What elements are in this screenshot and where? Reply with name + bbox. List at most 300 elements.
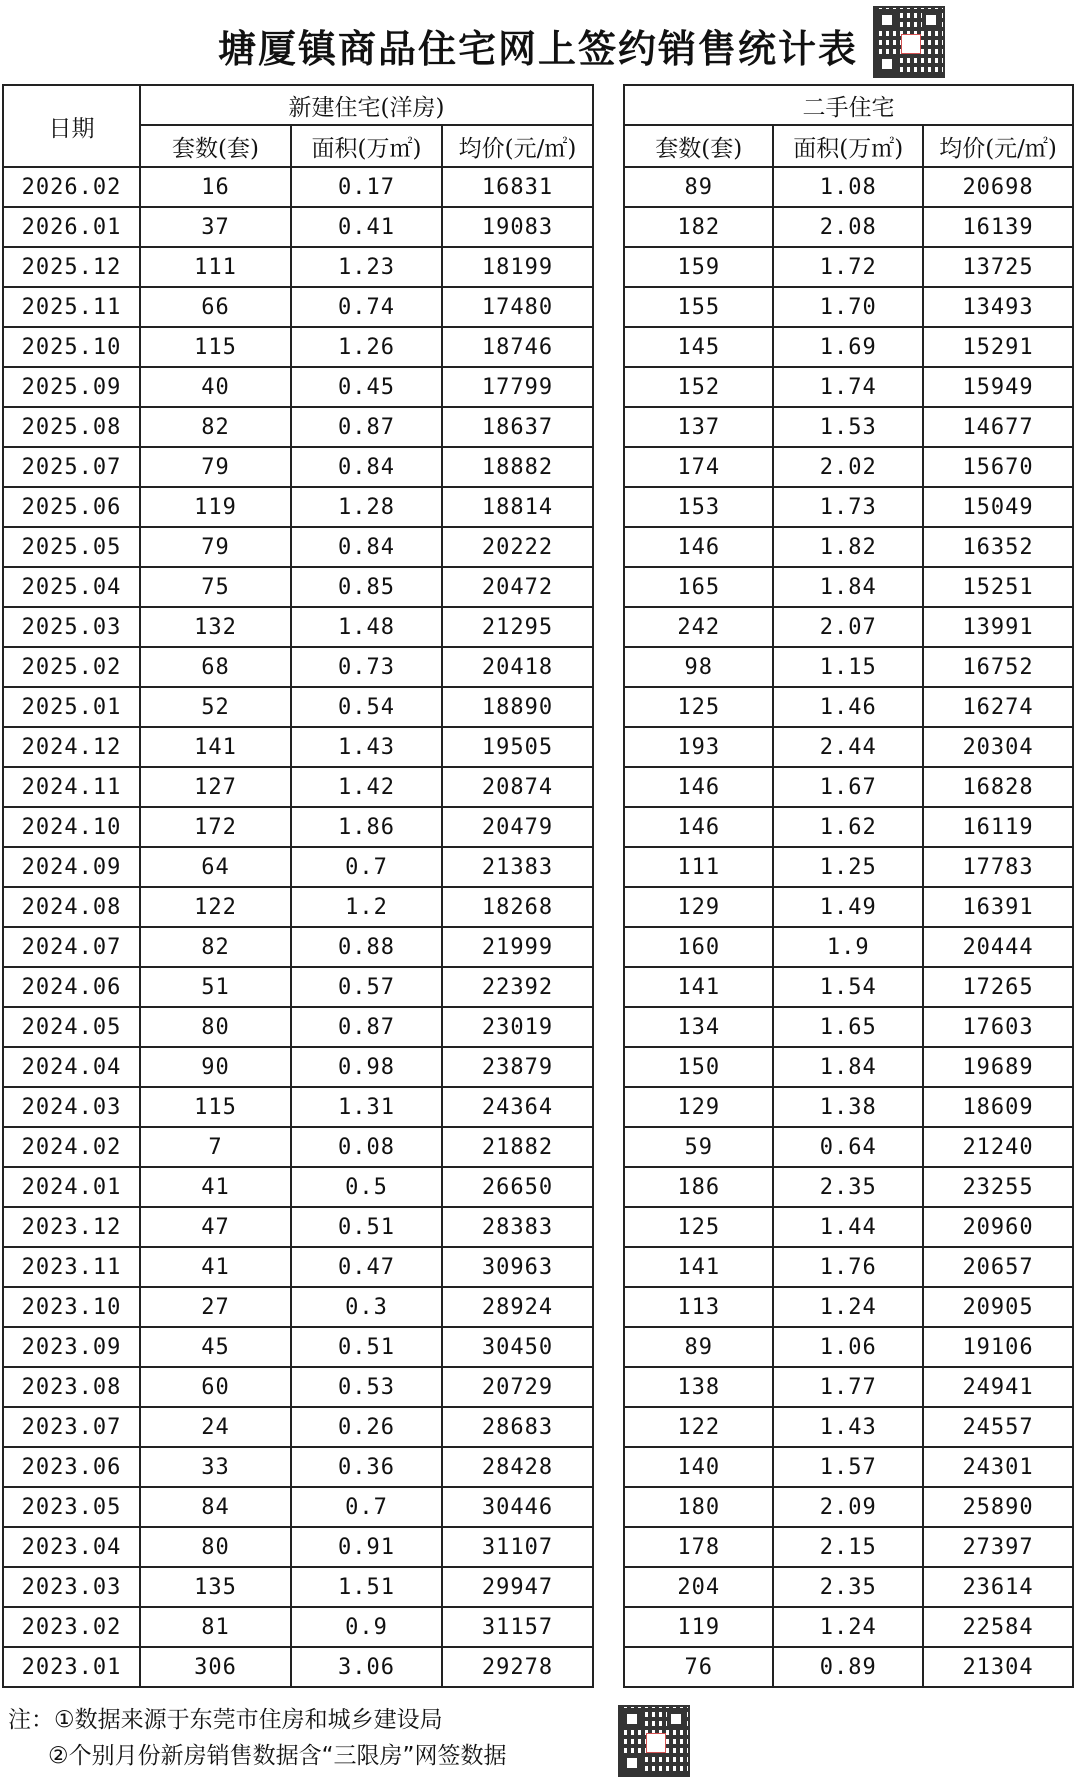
table-row (3, 1367, 593, 1407)
second-area-cell: 2.02 (773, 447, 923, 487)
second-price-cell: 20657 (923, 1247, 1073, 1287)
second-price-cell: 17603 (923, 1007, 1073, 1047)
second-price-cell: 21304 (923, 1647, 1073, 1687)
second-units-cell: 125 (624, 1207, 773, 1247)
new-units-cell: 27 (140, 1287, 291, 1327)
new-price-cell: 29278 (442, 1647, 593, 1687)
second-area-cell: 0.64 (773, 1127, 923, 1167)
second-area-cell: 1.62 (773, 807, 923, 847)
table-row (3, 487, 593, 527)
table-row (3, 407, 593, 447)
new-units-cell: 66 (140, 287, 291, 327)
table-row (3, 1527, 593, 1567)
second-price-cell: 15291 (923, 327, 1073, 367)
second-price-cell: 22584 (923, 1607, 1073, 1647)
second-units-cell: 165 (624, 567, 773, 607)
second-price-cell: 20304 (923, 727, 1073, 767)
new-area-cell: 1.26 (291, 327, 442, 367)
second-units-cell: 150 (624, 1047, 773, 1087)
second-area-cell: 1.43 (773, 1407, 923, 1447)
table-row (3, 287, 593, 327)
date-cell: 2024.08 (3, 887, 140, 927)
new-units-cell: 111 (140, 247, 291, 287)
second-units-cell: 59 (624, 1127, 773, 1167)
table-row (624, 1327, 1073, 1367)
new-price-header: 均价(元/㎡) (442, 125, 593, 167)
table-row (624, 447, 1073, 487)
date-cell: 2023.04 (3, 1527, 140, 1567)
new-price-cell: 28383 (442, 1207, 593, 1247)
second-area-cell: 1.24 (773, 1287, 923, 1327)
new-area-cell: 0.47 (291, 1247, 442, 1287)
date-cell: 2023.01 (3, 1647, 140, 1687)
new-units-cell: 41 (140, 1247, 291, 1287)
second-units-cell: 180 (624, 1487, 773, 1527)
second-units-cell: 89 (624, 167, 773, 207)
new-area-cell: 0.87 (291, 1007, 442, 1047)
table-row (624, 167, 1073, 207)
new-area-cell: 0.7 (291, 1487, 442, 1527)
second-units-cell: 159 (624, 247, 773, 287)
new-units-cell: 7 (140, 1127, 291, 1167)
new-area-cell: 0.36 (291, 1447, 442, 1487)
date-cell: 2023.02 (3, 1607, 140, 1647)
second-units-cell: 111 (624, 847, 773, 887)
second-area-cell: 1.49 (773, 887, 923, 927)
second-area-cell: 1.76 (773, 1247, 923, 1287)
second-area-cell: 2.15 (773, 1527, 923, 1567)
date-cell: 2023.12 (3, 1207, 140, 1247)
second-units-cell: 141 (624, 967, 773, 1007)
new-area-cell: 0.3 (291, 1287, 442, 1327)
second-price-cell: 18609 (923, 1087, 1073, 1127)
second-area-cell: 1.06 (773, 1327, 923, 1367)
table-row (624, 807, 1073, 847)
second-price-cell: 15049 (923, 487, 1073, 527)
date-cell: 2023.08 (3, 1367, 140, 1407)
second-area-cell: 1.24 (773, 1607, 923, 1647)
new-price-cell: 18746 (442, 327, 593, 367)
new-units-cell: 16 (140, 167, 291, 207)
new-price-cell: 23019 (442, 1007, 593, 1047)
table-row (624, 327, 1073, 367)
table-row (3, 1127, 593, 1167)
table-row (624, 1567, 1073, 1607)
second-units-cell: 155 (624, 287, 773, 327)
table-row (3, 367, 593, 407)
new-area-cell: 3.06 (291, 1647, 442, 1687)
date-cell: 2026.01 (3, 207, 140, 247)
date-cell: 2024.02 (3, 1127, 140, 1167)
new-area-cell: 0.53 (291, 1367, 442, 1407)
date-cell: 2025.05 (3, 527, 140, 567)
second-area-cell: 2.09 (773, 1487, 923, 1527)
table-row (3, 527, 593, 567)
date-cell: 2024.12 (3, 727, 140, 767)
date-cell: 2025.11 (3, 287, 140, 327)
second-units-header: 套数(套) (624, 125, 773, 167)
date-cell: 2025.09 (3, 367, 140, 407)
second-units-cell: 178 (624, 1527, 773, 1567)
second-units-cell: 141 (624, 1247, 773, 1287)
second-units-cell: 242 (624, 607, 773, 647)
new-units-header: 套数(套) (140, 125, 291, 167)
new-area-cell: 0.73 (291, 647, 442, 687)
date-cell: 2025.10 (3, 327, 140, 367)
new-units-cell: 127 (140, 767, 291, 807)
table-row (624, 1647, 1073, 1687)
second-area-cell: 1.82 (773, 527, 923, 567)
table-row (624, 207, 1073, 247)
table-row (3, 1047, 593, 1087)
date-cell: 2025.01 (3, 687, 140, 727)
new-area-cell: 0.08 (291, 1127, 442, 1167)
table-row (3, 327, 593, 367)
new-price-cell: 21999 (442, 927, 593, 967)
date-cell: 2024.05 (3, 1007, 140, 1047)
table-row (3, 447, 593, 487)
second-price-cell: 19106 (923, 1327, 1073, 1367)
table-row (624, 687, 1073, 727)
date-header: 日期 (3, 85, 140, 167)
qr-code-icon (618, 1705, 690, 1777)
new-area-cell: 0.87 (291, 407, 442, 447)
second-area-cell: 2.08 (773, 207, 923, 247)
new-price-cell: 17480 (442, 287, 593, 327)
table-row (624, 1607, 1073, 1647)
new-price-cell: 28924 (442, 1287, 593, 1327)
second-price-cell: 24301 (923, 1447, 1073, 1487)
second-area-cell: 2.35 (773, 1167, 923, 1207)
new-units-cell: 41 (140, 1167, 291, 1207)
second-area-cell: 2.07 (773, 607, 923, 647)
new-price-cell: 30446 (442, 1487, 593, 1527)
date-cell: 2023.10 (3, 1287, 140, 1327)
new-price-cell: 20222 (442, 527, 593, 567)
new-area-cell: 0.9 (291, 1607, 442, 1647)
new-area-cell: 0.91 (291, 1527, 442, 1567)
header (0, 0, 1076, 84)
second-area-cell: 1.67 (773, 767, 923, 807)
second-units-cell: 193 (624, 727, 773, 767)
table-row (3, 1607, 593, 1647)
new-price-cell: 18882 (442, 447, 593, 487)
new-area-cell: 0.51 (291, 1327, 442, 1367)
second-price-cell: 16391 (923, 887, 1073, 927)
new-units-cell: 90 (140, 1047, 291, 1087)
date-cell: 2025.03 (3, 607, 140, 647)
date-cell: 2024.03 (3, 1087, 140, 1127)
new-area-cell: 0.26 (291, 1407, 442, 1447)
second-hand-group-header: 二手住宅 (624, 85, 1073, 125)
new-units-cell: 64 (140, 847, 291, 887)
new-units-cell: 84 (140, 1487, 291, 1527)
table-row (624, 1447, 1073, 1487)
new-units-cell: 79 (140, 447, 291, 487)
second-units-cell: 98 (624, 647, 773, 687)
new-price-cell: 18890 (442, 687, 593, 727)
second-price-cell: 15670 (923, 447, 1073, 487)
date-cell: 2025.08 (3, 407, 140, 447)
second-units-cell: 113 (624, 1287, 773, 1327)
table-row (624, 887, 1073, 927)
second-area-cell: 1.53 (773, 407, 923, 447)
table-row (3, 1207, 593, 1247)
second-price-header: 均价(元/㎡) (923, 125, 1073, 167)
new-price-cell: 21383 (442, 847, 593, 887)
second-price-cell: 16828 (923, 767, 1073, 807)
new-area-cell: 0.5 (291, 1167, 442, 1207)
second-area-cell: 1.38 (773, 1087, 923, 1127)
new-area-cell: 1.86 (291, 807, 442, 847)
table-row (624, 1527, 1073, 1567)
table-row (624, 1007, 1073, 1047)
new-area-cell: 0.84 (291, 447, 442, 487)
new-area-cell: 1.31 (291, 1087, 442, 1127)
second-price-cell: 17265 (923, 967, 1073, 1007)
table-row (3, 1087, 593, 1127)
new-housing-group-header: 新建住宅(洋房) (140, 85, 593, 125)
new-price-cell: 31107 (442, 1527, 593, 1567)
new-housing-table (2, 84, 594, 1688)
second-area-header: 面积(万㎡) (773, 125, 923, 167)
second-area-cell: 1.69 (773, 327, 923, 367)
new-units-cell: 75 (140, 567, 291, 607)
new-price-cell: 21295 (442, 607, 593, 647)
new-price-cell: 30963 (442, 1247, 593, 1287)
new-area-cell: 0.85 (291, 567, 442, 607)
date-cell: 2024.09 (3, 847, 140, 887)
table-row (3, 1247, 593, 1287)
date-cell: 2025.07 (3, 447, 140, 487)
table-row (3, 887, 593, 927)
table-row (3, 727, 593, 767)
table-row (624, 1247, 1073, 1287)
second-area-cell: 1.57 (773, 1447, 923, 1487)
second-area-cell: 1.72 (773, 247, 923, 287)
date-cell: 2023.05 (3, 1487, 140, 1527)
qr-code-icon (873, 6, 945, 78)
second-area-cell: 1.77 (773, 1367, 923, 1407)
table-row (3, 1167, 593, 1207)
second-price-cell: 20444 (923, 927, 1073, 967)
date-cell: 2025.06 (3, 487, 140, 527)
new-price-cell: 23879 (442, 1047, 593, 1087)
new-price-cell: 18199 (442, 247, 593, 287)
new-units-cell: 80 (140, 1527, 291, 1567)
new-units-cell: 52 (140, 687, 291, 727)
new-units-cell: 51 (140, 967, 291, 1007)
second-price-cell: 17783 (923, 847, 1073, 887)
new-area-cell: 1.48 (291, 607, 442, 647)
second-price-cell: 23255 (923, 1167, 1073, 1207)
table-row (3, 247, 593, 287)
table-row (624, 287, 1073, 327)
date-cell: 2024.11 (3, 767, 140, 807)
new-area-cell: 0.45 (291, 367, 442, 407)
second-area-cell: 1.9 (773, 927, 923, 967)
footnote-1: 注：①数据来源于东莞市住房和城乡建设局 (8, 1707, 443, 1733)
date-cell: 2024.06 (3, 967, 140, 1007)
new-units-cell: 115 (140, 327, 291, 367)
new-units-cell: 47 (140, 1207, 291, 1247)
table-row (3, 847, 593, 887)
table-row (624, 367, 1073, 407)
new-area-cell: 0.41 (291, 207, 442, 247)
second-units-cell: 122 (624, 1407, 773, 1447)
new-price-cell: 18814 (442, 487, 593, 527)
page-title: 塘厦镇商品住宅网上签约销售统计表 (217, 27, 858, 71)
table-row (3, 1287, 593, 1327)
second-units-cell: 152 (624, 367, 773, 407)
new-units-cell: 68 (140, 647, 291, 687)
table-row (624, 607, 1073, 647)
second-price-cell: 13991 (923, 607, 1073, 647)
table-row (624, 847, 1073, 887)
table-row (624, 1207, 1073, 1247)
table-row (624, 1287, 1073, 1327)
table-row (3, 167, 593, 207)
new-area-cell: 0.54 (291, 687, 442, 727)
table-row (3, 1007, 593, 1047)
second-units-cell: 146 (624, 527, 773, 567)
second-price-cell: 16119 (923, 807, 1073, 847)
date-cell: 2025.04 (3, 567, 140, 607)
second-units-cell: 146 (624, 807, 773, 847)
second-price-cell: 20905 (923, 1287, 1073, 1327)
table-row (3, 567, 593, 607)
table-row (624, 1407, 1073, 1447)
new-price-cell: 20874 (442, 767, 593, 807)
new-units-cell: 45 (140, 1327, 291, 1367)
table-row (624, 727, 1073, 767)
second-units-cell: 153 (624, 487, 773, 527)
second-price-cell: 14677 (923, 407, 1073, 447)
new-area-cell: 1.51 (291, 1567, 442, 1607)
new-price-cell: 26650 (442, 1167, 593, 1207)
date-cell: 2023.07 (3, 1407, 140, 1447)
new-units-cell: 306 (140, 1647, 291, 1687)
table-row (3, 767, 593, 807)
new-area-cell: 0.7 (291, 847, 442, 887)
new-area-cell: 1.28 (291, 487, 442, 527)
table-row (3, 1487, 593, 1527)
new-price-cell: 22392 (442, 967, 593, 1007)
new-area-cell: 0.57 (291, 967, 442, 1007)
second-units-cell: 204 (624, 1567, 773, 1607)
second-units-cell: 89 (624, 1327, 773, 1367)
new-price-cell: 20729 (442, 1367, 593, 1407)
second-area-cell: 1.15 (773, 647, 923, 687)
second-area-cell: 1.74 (773, 367, 923, 407)
second-units-cell: 145 (624, 327, 773, 367)
second-units-cell: 134 (624, 1007, 773, 1047)
second-units-cell: 182 (624, 207, 773, 247)
date-cell: 2023.03 (3, 1567, 140, 1607)
new-units-cell: 135 (140, 1567, 291, 1607)
second-area-cell: 1.44 (773, 1207, 923, 1247)
table-row (3, 1647, 593, 1687)
second-price-cell: 24941 (923, 1367, 1073, 1407)
second-units-cell: 129 (624, 887, 773, 927)
table-row (3, 1447, 593, 1487)
new-price-cell: 24364 (442, 1087, 593, 1127)
new-price-cell: 16831 (442, 167, 593, 207)
table-row (624, 767, 1073, 807)
date-cell: 2023.09 (3, 1327, 140, 1367)
second-price-cell: 13493 (923, 287, 1073, 327)
table-row (3, 967, 593, 1007)
table-row (624, 567, 1073, 607)
second-area-cell: 1.54 (773, 967, 923, 1007)
new-area-header: 面积(万㎡) (291, 125, 442, 167)
new-units-cell: 82 (140, 407, 291, 447)
new-units-cell: 37 (140, 207, 291, 247)
second-area-cell: 1.70 (773, 287, 923, 327)
second-area-cell: 1.25 (773, 847, 923, 887)
table-row (624, 247, 1073, 287)
date-cell: 2024.07 (3, 927, 140, 967)
second-area-cell: 2.35 (773, 1567, 923, 1607)
new-price-cell: 20472 (442, 567, 593, 607)
table-row (3, 607, 593, 647)
second-price-cell: 27397 (923, 1527, 1073, 1567)
table-row (3, 1407, 593, 1447)
new-area-cell: 0.51 (291, 1207, 442, 1247)
date-cell: 2025.12 (3, 247, 140, 287)
table-row (3, 687, 593, 727)
new-area-cell: 1.43 (291, 727, 442, 767)
new-area-cell: 0.98 (291, 1047, 442, 1087)
new-area-cell: 0.84 (291, 527, 442, 567)
new-price-cell: 20418 (442, 647, 593, 687)
table-row (624, 927, 1073, 967)
second-units-cell: 160 (624, 927, 773, 967)
second-hand-housing-table (623, 84, 1074, 1688)
table-row (3, 647, 593, 687)
second-price-cell: 19689 (923, 1047, 1073, 1087)
table-row (624, 1047, 1073, 1087)
second-units-cell: 129 (624, 1087, 773, 1127)
second-units-cell: 174 (624, 447, 773, 487)
second-price-cell: 15251 (923, 567, 1073, 607)
new-price-cell: 30450 (442, 1327, 593, 1367)
table-row (624, 487, 1073, 527)
table-row (624, 1367, 1073, 1407)
second-area-cell: 1.73 (773, 487, 923, 527)
new-units-cell: 80 (140, 1007, 291, 1047)
new-price-cell: 18637 (442, 407, 593, 447)
new-price-cell: 19505 (442, 727, 593, 767)
second-units-cell: 140 (624, 1447, 773, 1487)
second-price-cell: 20698 (923, 167, 1073, 207)
new-area-cell: 0.74 (291, 287, 442, 327)
second-units-cell: 76 (624, 1647, 773, 1687)
new-area-cell: 1.23 (291, 247, 442, 287)
table-row (3, 1567, 593, 1607)
second-units-cell: 138 (624, 1367, 773, 1407)
second-price-cell: 16274 (923, 687, 1073, 727)
second-price-cell: 15949 (923, 367, 1073, 407)
second-area-cell: 2.44 (773, 727, 923, 767)
table-row (624, 527, 1073, 567)
new-units-cell: 132 (140, 607, 291, 647)
footnotes (8, 1702, 608, 1774)
new-area-cell: 1.2 (291, 887, 442, 927)
second-price-cell: 21240 (923, 1127, 1073, 1167)
new-price-cell: 20479 (442, 807, 593, 847)
second-price-cell: 24557 (923, 1407, 1073, 1447)
